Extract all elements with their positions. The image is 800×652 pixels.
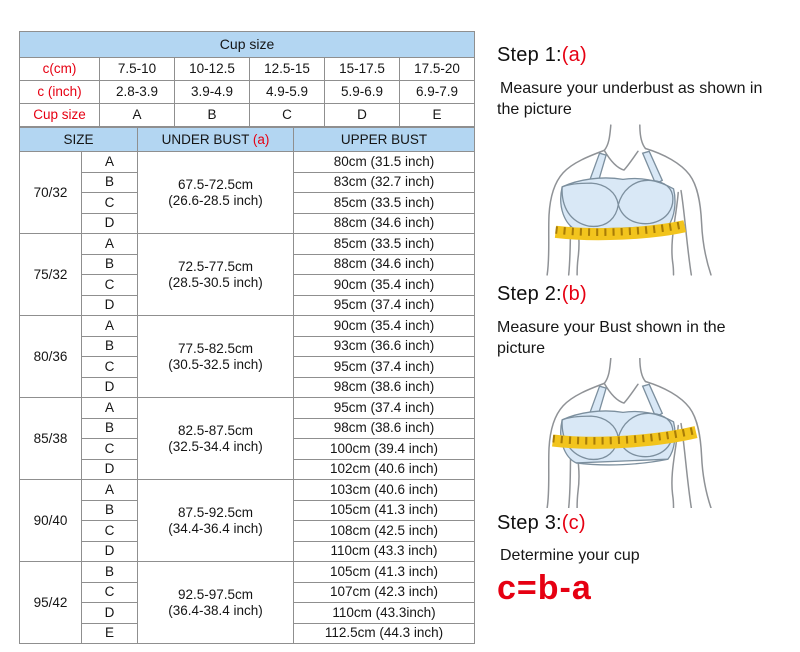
upper-bust-cell: 98cm (38.6 inch) <box>294 377 475 398</box>
cup-letter-cell: E <box>82 623 138 644</box>
cup-letter-cell: C <box>82 357 138 378</box>
cup-letter-cell: C <box>82 193 138 214</box>
upper-bust-cell: 85cm (33.5 inch) <box>294 193 475 214</box>
upper-bust-cell: 80cm (31.5 inch) <box>294 152 475 173</box>
under-bust-cell: 67.5-72.5cm (26.6-28.5 inch) <box>138 152 294 234</box>
cup-formula: c=b-a <box>497 569 592 608</box>
step-1 <box>497 44 782 120</box>
upper-bust-cell: 90cm (35.4 inch) <box>294 275 475 296</box>
cup-row-label-2: Cup size <box>20 104 100 127</box>
cup-letter-cell: A <box>82 234 138 255</box>
measurement-table <box>19 127 475 644</box>
cup-value-cell: 4.9-5.9 <box>250 81 325 104</box>
size-tables <box>19 31 474 644</box>
upper-bust-header: UPPER BUST <box>294 128 475 152</box>
size-group-cell: 95/42 <box>20 562 82 644</box>
cup-letter-cell: B <box>82 254 138 275</box>
upper-bust-cell: 95cm (37.4 inch) <box>294 295 475 316</box>
cup-letter-cell: B <box>82 418 138 439</box>
cup-row-label-1: c (inch) <box>20 81 100 104</box>
step-2-title <box>497 283 782 306</box>
upper-bust-cell: 83cm (32.7 inch) <box>294 172 475 193</box>
cup-value-cell: 7.5-10 <box>100 58 175 81</box>
step-1-description: Measure your underbust as shown in the picture <box>497 80 763 119</box>
upper-bust-cell: 107cm (42.3 inch) <box>294 582 475 603</box>
cup-value-cell: D <box>325 104 400 127</box>
upper-bust-cell: 110cm (43.3 inch) <box>294 541 475 562</box>
cup-value-cell: 3.9-4.9 <box>175 81 250 104</box>
cup-size-table <box>19 31 475 127</box>
cup-value-cell: 12.5-15 <box>250 58 325 81</box>
bust-figure-icon <box>520 358 740 508</box>
cup-value-cell: 5.9-6.9 <box>325 81 400 104</box>
upper-bust-cell: 98cm (38.6 inch) <box>294 418 475 439</box>
step-3-label: Step 3: <box>497 512 562 534</box>
step-2-mark: (b) <box>561 283 587 305</box>
cup-letter-cell: D <box>82 295 138 316</box>
upper-bust-cell: 110cm (43.3inch) <box>294 603 475 624</box>
step-3-mark: (c) <box>561 512 586 534</box>
cup-value-cell: 10-12.5 <box>175 58 250 81</box>
step-1-title <box>497 44 782 67</box>
step-2 <box>497 283 782 359</box>
step-2-description: Measure your Bust shown in the picture <box>497 319 726 358</box>
cup-letter-cell: D <box>82 603 138 624</box>
cup-value-cell: E <box>400 104 475 127</box>
step-3 <box>497 512 782 608</box>
upper-bust-cell: 95cm (37.4 inch) <box>294 398 475 419</box>
cup-letter-cell: B <box>82 336 138 357</box>
under-bust-cell: 77.5-82.5cm (30.5-32.5 inch) <box>138 316 294 398</box>
upper-bust-cell: 105cm (41.3 inch) <box>294 562 475 583</box>
cup-letter-cell: A <box>82 152 138 173</box>
cup-table-body <box>20 32 475 127</box>
cup-letter-cell: C <box>82 521 138 542</box>
size-header: SIZE <box>20 128 138 152</box>
cup-letter-cell: D <box>82 541 138 562</box>
upper-bust-cell: 108cm (42.5 inch) <box>294 521 475 542</box>
size-group-cell: 70/32 <box>20 152 82 234</box>
size-group-cell: 85/38 <box>20 398 82 480</box>
step-2-label: Step 2: <box>497 283 562 305</box>
upper-bust-cell: 90cm (35.4 inch) <box>294 316 475 337</box>
upper-bust-cell: 112.5cm (44.3 inch) <box>294 623 475 644</box>
step-1-mark: (a) <box>561 44 587 66</box>
upper-bust-cell: 95cm (37.4 inch) <box>294 357 475 378</box>
cup-letter-cell: B <box>82 500 138 521</box>
under-bust-cell: 87.5-92.5cm (34.4-36.4 inch) <box>138 480 294 562</box>
cup-letter-cell: B <box>82 172 138 193</box>
under-bust-a-mark: (a) <box>252 131 270 147</box>
upper-bust-cell: 103cm (40.6 inch) <box>294 480 475 501</box>
cup-letter-cell: A <box>82 316 138 337</box>
upper-bust-cell: 88cm (34.6 inch) <box>294 254 475 275</box>
under-bust-header: UNDER BUST (a) <box>138 128 294 152</box>
step-3-description: Determine your cup <box>500 547 640 564</box>
cup-letter-cell: C <box>82 439 138 460</box>
size-group-cell: 75/32 <box>20 234 82 316</box>
upper-bust-cell: 102cm (40.6 inch) <box>294 459 475 480</box>
step-3-title <box>497 512 782 535</box>
cup-row-label-0: c(cm) <box>20 58 100 81</box>
measuring-steps <box>492 0 797 652</box>
cup-letter-cell: D <box>82 213 138 234</box>
underbust-measure-illustration <box>520 124 740 281</box>
cup-value-cell: A <box>100 104 175 127</box>
upper-bust-cell: 100cm (39.4 inch) <box>294 439 475 460</box>
step-1-label: Step 1: <box>497 44 562 66</box>
upper-bust-cell: 105cm (41.3 inch) <box>294 500 475 521</box>
cup-table-title: Cup size <box>20 32 475 58</box>
cup-value-cell: C <box>250 104 325 127</box>
cup-value-cell: 15-17.5 <box>325 58 400 81</box>
under-bust-cell: 82.5-87.5cm (32.5-34.4 inch) <box>138 398 294 480</box>
upper-bust-cell: 85cm (33.5 inch) <box>294 234 475 255</box>
main-table-body <box>20 128 475 644</box>
cup-letter-cell: C <box>82 582 138 603</box>
cup-value-cell: 6.9-7.9 <box>400 81 475 104</box>
bust-measure-illustration <box>520 358 740 513</box>
upper-bust-cell: 93cm (36.6 inch) <box>294 336 475 357</box>
cup-letter-cell: A <box>82 398 138 419</box>
underbust-figure-icon <box>520 124 740 276</box>
under-bust-cell: 72.5-77.5cm (28.5-30.5 inch) <box>138 234 294 316</box>
upper-bust-cell: 88cm (34.6 inch) <box>294 213 475 234</box>
cup-value-cell: 2.8-3.9 <box>100 81 175 104</box>
cup-letter-cell: C <box>82 275 138 296</box>
cup-letter-cell: B <box>82 562 138 583</box>
cup-letter-cell: A <box>82 480 138 501</box>
cup-value-cell: 17.5-20 <box>400 58 475 81</box>
size-group-cell: 90/40 <box>20 480 82 562</box>
cup-letter-cell: D <box>82 459 138 480</box>
cup-value-cell: B <box>175 104 250 127</box>
under-bust-cell: 92.5-97.5cm (36.4-38.4 inch) <box>138 562 294 644</box>
size-group-cell: 80/36 <box>20 316 82 398</box>
cup-letter-cell: D <box>82 377 138 398</box>
